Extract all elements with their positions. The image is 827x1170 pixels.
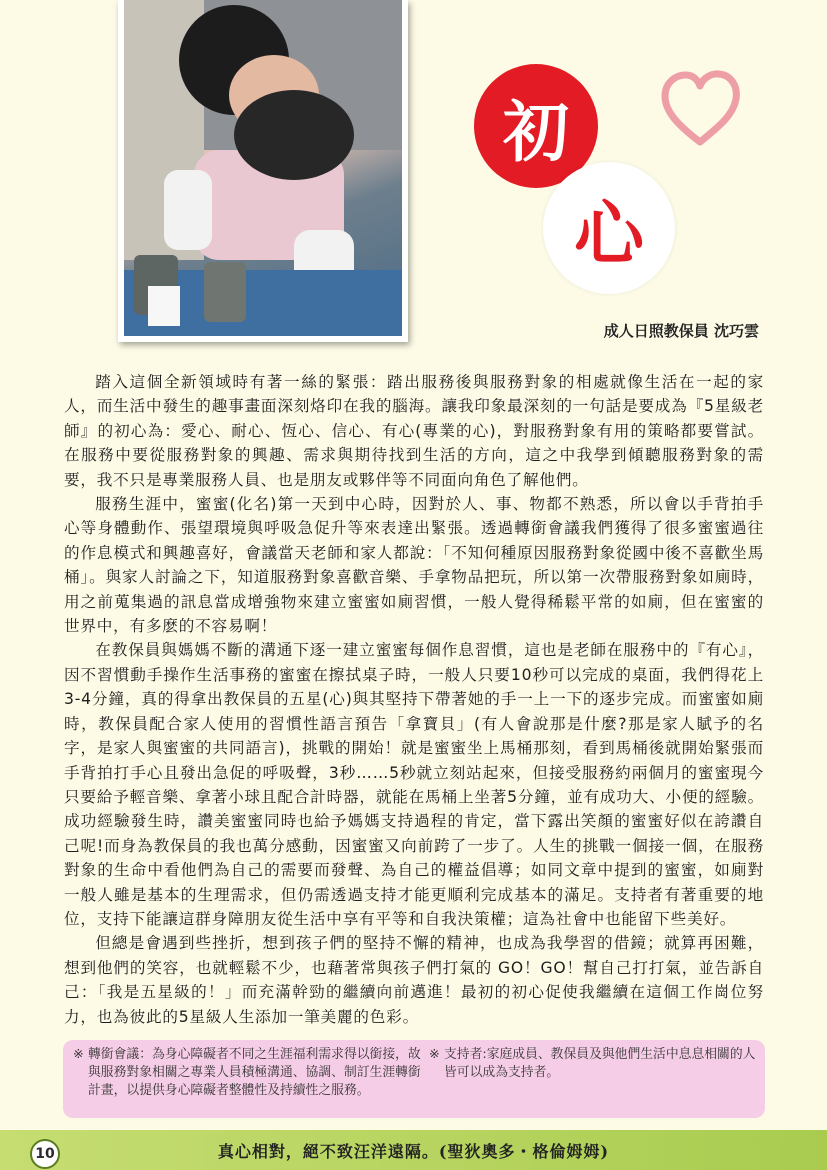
- article-body: [64, 370, 764, 1029]
- footer-quote: 真心相對，絕不致汪洋遠隔。(聖狄奧多・格倫姆姆): [217, 1142, 610, 1161]
- reference-mark: ※: [429, 1047, 440, 1062]
- paragraph-2: 服務生涯中，蜜蜜(化名)第一天到中心時，因對於人、事、物都不熟悉，所以會以手背拍手心等身體動作、張望環境與呼吸急促升等來表達出緊張。透過轉銜會議我們獲得了很多蜜蜜過往的作息模式和興趣喜好，會議當天老師和家人都說：「不知何種原因服務對象從國中後不喜歡坐馬桶」。與家人討論之下，知道服務對象喜歡音樂、手拿物品把玩，所以第一次帶服務對象如廁時，用之前蒐集過的訊息當成增強物來建立蜜蜜如廁習慣，一般人覺得稀鬆平常的如廁，但在蜜蜜的世界中，有多麽的不容易啊！: [64, 495, 764, 636]
- activity-photo: [118, 0, 408, 342]
- title-char-circle-white: [543, 162, 675, 294]
- footnotes-box: [63, 1040, 765, 1118]
- author-byline: 成人日照教保員 沈巧雲: [603, 322, 759, 340]
- paragraph-3: 在教保員與媽媽不斷的溝通下逐一建立蜜蜜每個作息習慣，這也是老師在服務中的『有心』，因不習慣動手操作生活事務的蜜蜜在擦拭桌子時，一般人只要10秒可以完成的桌面，我們得花上3-4分鐘，真的得拿出教保員的五星(心)與其堅持下帶著她的手一上一下的逐步完成。而蜜蜜如廁時，教保員配合家人使用的習慣性語言預告「拿寶貝」(有人會說那是什麼?那是家人賦予的名字，是家人與蜜蜜的共同語言)，挑戰的開始！就是蜜蜜坐上馬桶那刻，看到馬桶後就開始緊張而手背拍打手心且發出急促的呼吸聲，3秒……5秒就立刻站起來，但接受服務約兩個月的蜜蜜現今只要給予輕音樂、拿著小球且配合計時器，就能在馬桶上坐著5分鐘，並有成功大、小便的經驗。成功經驗發生時，讚美蜜蜜同時也給予媽媽支持過程的肯定，當下露出笑顏的蜜蜜好似在誇讚自己呢!而身為教保員的我也萬分感動，因蜜蜜又向前跨了一步了。人生的挑戰一個接一個，在服務對象的生命中看他們為自己的需要而發聲、為自己的權益倡導；如同文章中提到的蜜蜜，如廁對一般人雖是基本的生理需求，但仍需透過支持才能更順利完成基本的滿足。支持者有著重要的地位，支持下能讓這群身障朋友從生活中享有平等和自我決策權；這為社會中也能留下些美好。: [64, 641, 764, 928]
- reference-mark: ※: [73, 1047, 84, 1062]
- paragraph-1: 踏入這個全新領域時有著一絲的緊張：踏出服務後與服務對象的相處就像生活在一起的家人，而生活中發生的趣事畫面深刻烙印在我的腦海。讓我印象最深刻的一句話是要成為『5星級老師』的初心為：愛心、耐心、恆心、信心、有心(專業的心)，對服務對象有用的策略都要嘗試。在服務中要從服務對象的興趣、需求與期待找到生活的方向，這之中我學到傾聽服務對象的需要，我不只是專業服務人員、也是朋友或夥伴等不同面向角色了解他們。: [64, 373, 764, 489]
- paragraph-4: 但總是會遇到些挫折，想到孩子們的堅持不懈的精神，也成為我學習的借鏡；就算再困難，想到他們的笑容，也就輕鬆不少，也藉著常與孩子們打氣的 GO！GO！幫自己打打氣，並告訴自己：「我是五星級的！」而充滿幹勁的繼續向前邁進！最初的初心促使我繼續在這個工作崗位努力，也為彼此的5星級人生添加一筆美麗的色彩。: [64, 934, 764, 1026]
- footnote-text: 轉銜會議：為身心障礙者不同之生涯福利需求得以銜接，故與服務對象相關之專業人員積極溝通、協調、制訂生涯轉銜計畫，以提供身心障礙者整體性及持續性之服務。: [88, 1047, 421, 1098]
- photo-image: [124, 0, 402, 336]
- photo-illustration: [124, 0, 402, 336]
- title-char-1: 初: [503, 93, 569, 171]
- footnote-supporter: [429, 1046, 757, 1082]
- footnote-transition-meeting: [73, 1046, 431, 1100]
- page-number: 10: [30, 1139, 60, 1169]
- heart-icon: [659, 68, 741, 148]
- title-char-2: 心: [574, 192, 644, 275]
- footnote-text: 支持者:家庭成員、教保員及與他們生活中息息相關的人皆可以成為支持者。: [444, 1047, 756, 1080]
